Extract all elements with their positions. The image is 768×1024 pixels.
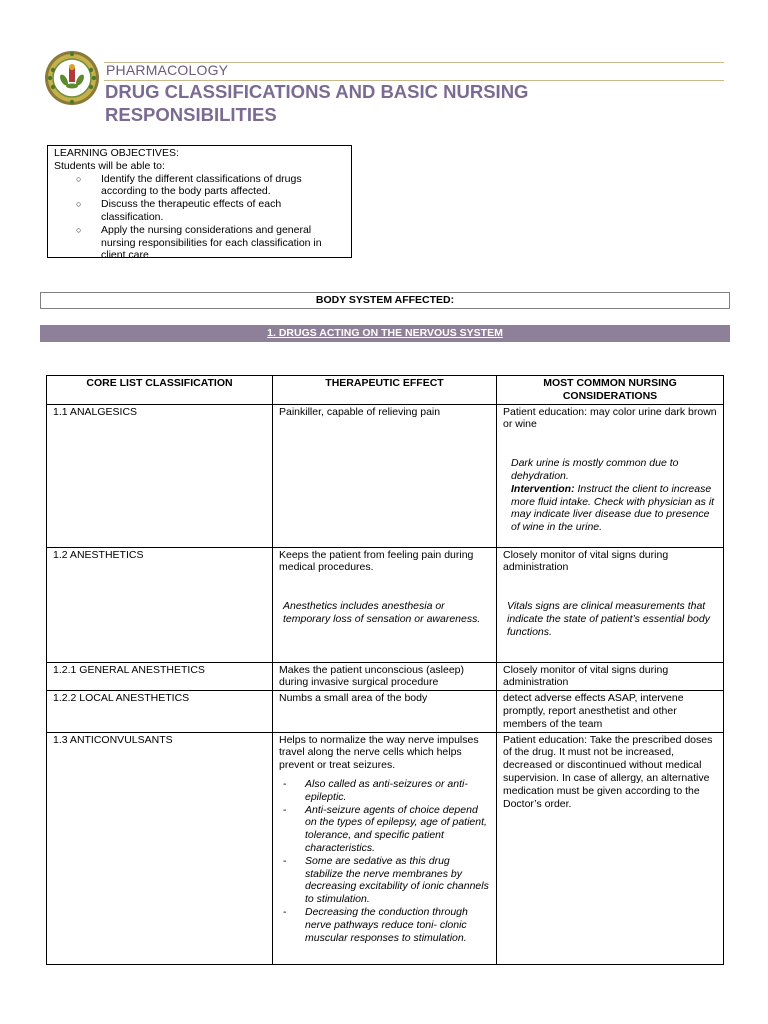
objective-item: ○ Discuss the therapeutic effects of each classification. xyxy=(76,198,282,223)
dash-bullet-icon: - xyxy=(283,803,287,816)
table-row xyxy=(47,732,724,964)
table-row xyxy=(47,691,724,732)
effect-points-list xyxy=(279,778,490,944)
objective-item: ○ Apply the nursing considerations and general nursing responsibilities for each classification in client care xyxy=(76,223,322,262)
col-header-classification: CORE LIST CLASSIFICATION xyxy=(47,376,273,405)
page-title: DRUG CLASSIFICATIONS AND BASIC NURSING RESPONSIBILITIES xyxy=(105,81,529,125)
list-item: - Anti-seizure agents of choice depend on the types of epilepsy, age of patient, tolerance, and specific patient characteristics. xyxy=(283,803,487,854)
nursing-cell: detect adverse effects ASAP, intervene promptly, report anesthetist and other members of the team xyxy=(497,691,724,732)
objectives-list xyxy=(54,173,345,263)
subject-label: PHARMACOLOGY xyxy=(106,62,229,78)
classification-cell: 1.3 ANTICONVULSANTS xyxy=(47,732,273,964)
learning-objectives-box xyxy=(47,145,352,262)
drug-classification-table xyxy=(46,375,724,965)
table-row xyxy=(47,547,724,662)
table-row xyxy=(47,404,724,547)
classification-cell: 1.2.2 LOCAL ANESTHETICS xyxy=(47,691,273,732)
effect-cell: Keeps the patient from feeling pain during medical procedures. Anesthetics includes anesthesia or temporary loss of sensation or awareness. xyxy=(273,547,497,662)
dash-bullet-icon: - xyxy=(283,777,287,790)
circle-bullet-icon: ○ xyxy=(76,199,82,210)
nursing-cell: Patient education: may color urine dark brown or wine Dark urine is mostly common due to dehydration. Intervention: Instruct the client to increase more fluid intake. Check with physician as it may indicate liver disease due to presence of wine in the urine. xyxy=(497,404,724,547)
dash-bullet-icon: - xyxy=(283,905,287,918)
objectives-intro: Students will be able to: xyxy=(54,159,165,172)
objective-item: ○ Identify the different classifications of drugs according to the body parts affected. xyxy=(76,172,302,198)
nursing-cell: Closely monitor of vital signs during administration xyxy=(497,662,724,691)
effect-cell: Makes the patient unconscious (asleep) during invasive surgical procedure xyxy=(273,662,497,691)
dash-bullet-icon: - xyxy=(283,854,287,867)
col-header-effect: THERAPEUTIC EFFECT xyxy=(273,376,497,405)
nursing-cell: Patient education: Take the prescribed doses of the drug. It must not be increased, decreased or discontinued without medical supervision. In case of allergy, an alternative medication must be given according to the Doctor’s order. xyxy=(497,732,724,964)
table-header-row xyxy=(47,376,724,405)
table-row xyxy=(47,662,724,691)
list-item: - Decreasing the conduction through nerve pathways reduce toni- clonic muscular responses to stimulation. xyxy=(283,905,468,944)
list-item: - Some are sedative as this drug stabilize the nerve membranes by decreasing excitability of ionic channels to stimulation. xyxy=(283,854,489,906)
classification-cell: 1.2.1 GENERAL ANESTHETICS xyxy=(47,662,273,691)
list-item: - Also called as anti-seizures or anti-epileptic. xyxy=(283,777,468,803)
classification-cell: 1.1 ANALGESICS xyxy=(47,404,273,547)
circle-bullet-icon: ○ xyxy=(76,224,82,235)
body-system-heading: BODY SYSTEM AFFECTED: xyxy=(40,292,730,309)
circle-bullet-icon: ○ xyxy=(76,173,82,184)
objectives-heading: LEARNING OBJECTIVES: xyxy=(54,147,179,159)
nervous-system-heading: 1. DRUGS ACTING ON THE NERVOUS SYSTEM xyxy=(40,325,730,342)
col-header-nursing: MOST COMMON NURSING CONSIDERATIONS xyxy=(497,376,724,405)
effect-cell: Numbs a small area of the body xyxy=(273,691,497,732)
effect-cell: Helps to normalize the way nerve impulses travel along the nerve cells which helps prevent or treat seizures. - Also called as anti-seizures or anti-epileptic. - Anti-seizure agents of choice depend on the types of epilepsy, age of patient, tolerance, and specific patient characteristics. - Some are sedative as this drug stabilize the nerve membranes by decreasing excitability of ionic channels to stimulation. - Decreasing the conduction through nerve pathways reduce toni- clonic muscular responses to stimulation. xyxy=(273,732,497,964)
nursing-cell: Closely monitor of vital signs during administration Vitals signs are clinical measurements that indicate the state of patient’s essential body functions. xyxy=(497,547,724,662)
effect-cell: Painkiller, capable of relieving pain xyxy=(273,404,497,547)
school-seal-logo xyxy=(44,50,100,106)
classification-cell: 1.2 ANESTHETICS xyxy=(47,547,273,662)
